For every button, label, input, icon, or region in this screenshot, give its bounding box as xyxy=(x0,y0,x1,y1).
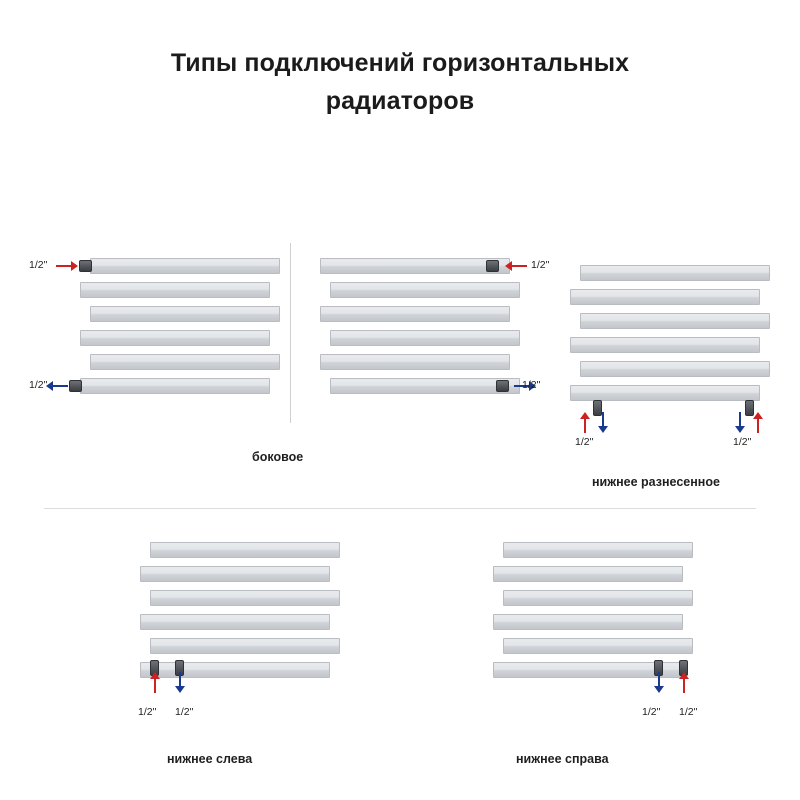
arrow-supply-bottom-right xyxy=(677,672,691,694)
caption-bottom-spread: нижнее разнесенное xyxy=(592,475,720,489)
radiator-bottom-left xyxy=(140,542,340,682)
divider-horizontal xyxy=(44,508,756,509)
radiator-fin xyxy=(90,306,280,322)
arrow-return-bottom-left xyxy=(173,672,187,694)
radiator-fin xyxy=(140,614,330,630)
title-line-1: Типы подключений горизонтальных xyxy=(170,49,630,77)
connector-bottom-right xyxy=(496,380,509,392)
label-size-top-right: 1/2" xyxy=(531,259,550,271)
arrow-supply-spread-right xyxy=(751,412,765,434)
radiator-fin xyxy=(80,378,270,394)
arrow-supply-spread-left xyxy=(578,412,592,434)
radiator-fin xyxy=(80,282,270,298)
radiator-bottom-spread xyxy=(570,265,770,405)
radiator-side-right xyxy=(320,258,520,398)
label-size-bottom-left-return: 1/2" xyxy=(175,706,194,718)
radiator-fin xyxy=(150,590,340,606)
radiator-fin xyxy=(570,337,760,353)
radiator-fin xyxy=(320,306,510,322)
radiator-fin xyxy=(580,265,770,281)
label-size-bottom-right: 1/2" xyxy=(522,379,541,391)
label-size-spread-left: 1/2" xyxy=(575,436,594,448)
radiator-fin xyxy=(140,566,330,582)
connector-top-right xyxy=(486,260,499,272)
caption-bottom-left: нижнее слева xyxy=(167,752,253,766)
arrow-supply-top-right xyxy=(504,259,528,273)
radiator-fin xyxy=(330,378,520,394)
radiator-fin xyxy=(580,361,770,377)
label-size-top-left: 1/2" xyxy=(29,259,48,271)
radiator-fin xyxy=(503,542,693,558)
radiator-fin xyxy=(320,258,510,274)
radiator-fin xyxy=(570,289,760,305)
radiator-fin xyxy=(150,638,340,654)
radiator-fin xyxy=(570,385,760,401)
label-size-bottom-left: 1/2" xyxy=(29,379,48,391)
radiator-fin xyxy=(330,330,520,346)
arrow-return-bottom-left xyxy=(45,379,69,393)
radiator-fin xyxy=(80,330,270,346)
radiator-fin xyxy=(150,542,340,558)
radiator-fin xyxy=(140,662,330,678)
arrow-return-spread-left xyxy=(596,412,610,434)
label-size-spread-right: 1/2" xyxy=(733,436,752,448)
radiator-fin xyxy=(503,590,693,606)
arrow-return-spread-right xyxy=(733,412,747,434)
radiator-fin xyxy=(90,258,280,274)
label-size-bottom-right-supply: 1/2" xyxy=(679,706,698,718)
radiator-fin xyxy=(493,614,683,630)
arrow-supply-top-left xyxy=(55,259,79,273)
connector-bottom-left xyxy=(69,380,82,392)
label-size-bottom-right-return: 1/2" xyxy=(642,706,661,718)
caption-side: боковое xyxy=(252,450,304,464)
radiator-fin xyxy=(503,638,693,654)
page-title xyxy=(0,44,800,120)
title-line-2: радиаторов xyxy=(325,87,475,115)
radiator-bottom-right xyxy=(493,542,693,682)
radiator-fin xyxy=(580,313,770,329)
arrow-supply-bottom-left xyxy=(148,672,162,694)
radiator-fin xyxy=(90,354,280,370)
arrow-return-bottom-right xyxy=(652,672,666,694)
connector-top-left xyxy=(79,260,92,272)
divider-vertical xyxy=(290,243,291,423)
label-size-bottom-left-supply: 1/2" xyxy=(138,706,157,718)
radiator-side-left xyxy=(80,258,280,398)
radiator-fin xyxy=(330,282,520,298)
radiator-fin xyxy=(320,354,510,370)
caption-bottom-right: нижнее справа xyxy=(516,752,609,766)
radiator-fin xyxy=(493,566,683,582)
